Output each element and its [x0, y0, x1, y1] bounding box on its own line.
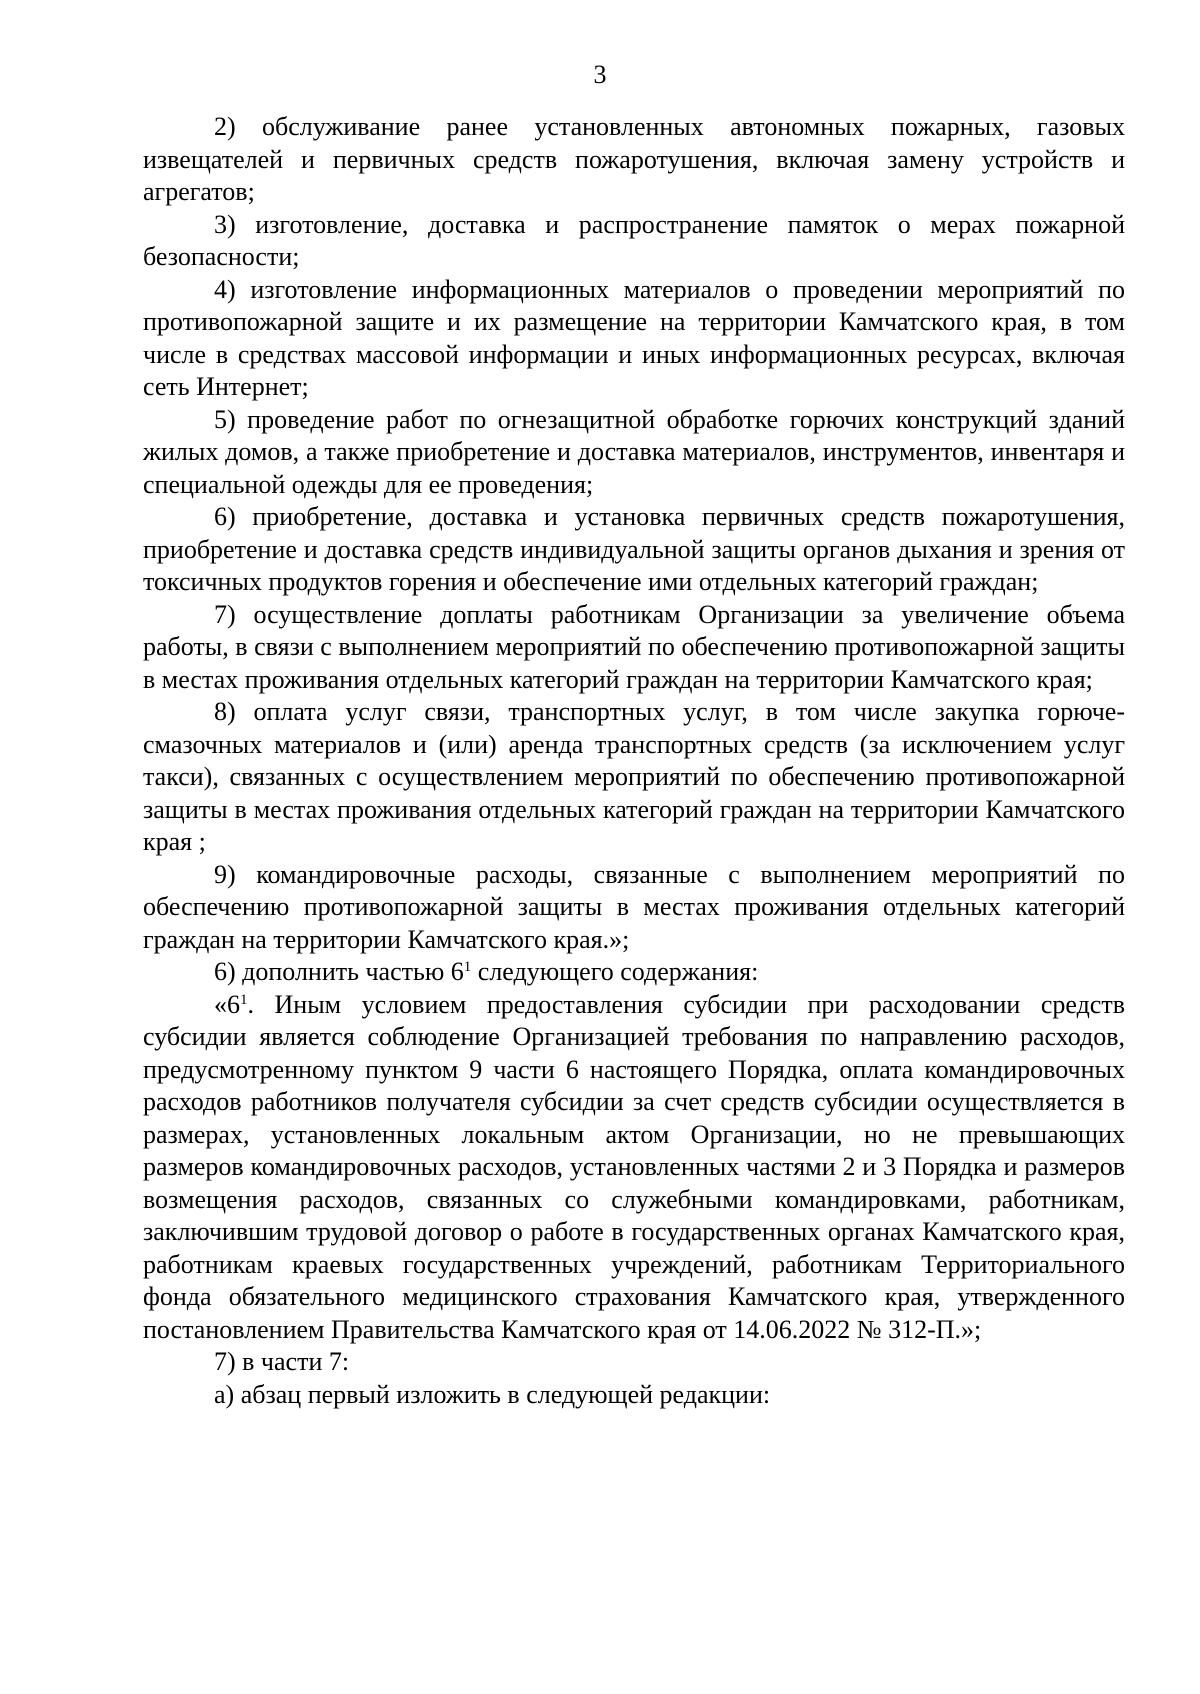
paragraph-item-8: 8) оплата услуг связи, транспортных услуг, в том числе закупка горюче-смазочных материалов и (или) аренда транспортных средств (за исключением услуг такси), связанных с осуществлением мероприятий по обеспечению противопожарной защиты в местах проживания отдельных категорий граждан на территории Камчатского края ; [143, 697, 1125, 856]
document-body [143, 111, 1125, 1411]
paragraph-item-7: 7) осуществление доплаты работникам Организации за увеличение объема работы, в связи с выполнением мероприятий по обеспечению противопожарной защиты в местах проживания отдельных категорий граждан на территории Камчатского края; [143, 599, 1125, 694]
part-6-1-prefix: «6 [214, 989, 240, 1019]
part-6-1-text [143, 989, 1125, 1347]
part-6-1-body: . Иным условием предоставления субсидии при расходовании средств субсидии является соблюдение Организацией требования по направлению расходов, предусмотренному пунктом 9 части 6 настоящего Порядка, оплата командировочных расходов работников получателя субсидии за счет средств субсидии осуществляется в размерах, установленных локальным актом Организации, но не превышающих размеров командировочных расходов, установленных частями 2 и 3 Порядка и размеров возмещения расходов, связанных со служебными командировками, работникам, заключившим трудовой договор о работе в государственных органах Камчатского края, работникам краевых государственных учреждений, работникам Территориального фонда обязательного медицинского страхования Камчатского края, утвержденного постановлением Правительства Камчатского края от 14.06.2022 № 312-П.»; [143, 989, 1125, 1344]
paragraph-item-3: 3) изготовление, доставка и распространение памяток о мерах пожарной безопасности; [143, 209, 1125, 271]
paragraph-item-2: 2) обслуживание ранее установленных автономных пожарных, газовых извещателей и первичных средств пожаротушения, включая замену устройств и агрегатов; [143, 112, 1125, 206]
amendment-part-7: 7) в части 7: [214, 1347, 350, 1376]
paragraph-item-5: 5) проведение работ по огнезащитной обработке горючих конструкций зданий жилых домов, а также приобретение и доставка материалов, инструментов, инвентаря и специальной одежды для ее проведения; [143, 404, 1125, 499]
paragraph-item-6: 6) приобретение, доставка и установка первичных средств пожаротушения, приобретение и доставка средств индивидуальной защиты органов дыхания и зрения от токсичных продуктов горения и обеспечение ими отдельных категорий граждан; [143, 502, 1125, 596]
superscript-1: 1 [463, 959, 472, 976]
amendment-add-part-6-1 [143, 956, 1125, 989]
amendment-paragraph-first: а) абзац первый изложить в следующей редакции: [214, 1379, 771, 1409]
page-number: 3 [593, 60, 607, 89]
paragraph-item-4: 4) изготовление информационных материалов о проведении мероприятий по противопожарной защите и их размещение на территории Камчатского края, в том числе в средствах массовой информации и иных информационных ресурсах, включая сеть Интернет; [143, 274, 1125, 401]
amendment-add-suffix: следующего содержания: [471, 957, 759, 986]
paragraph-item-9: 9) командировочные расходы, связанные с выполнением мероприятий по обеспечению противопожарной защиты в местах проживания отдельных категорий граждан на территории Камчатского края.»; [143, 859, 1125, 954]
superscript-1: 1 [240, 991, 248, 1008]
amendment-add-text: 6) дополнить частью 6 [214, 957, 464, 986]
